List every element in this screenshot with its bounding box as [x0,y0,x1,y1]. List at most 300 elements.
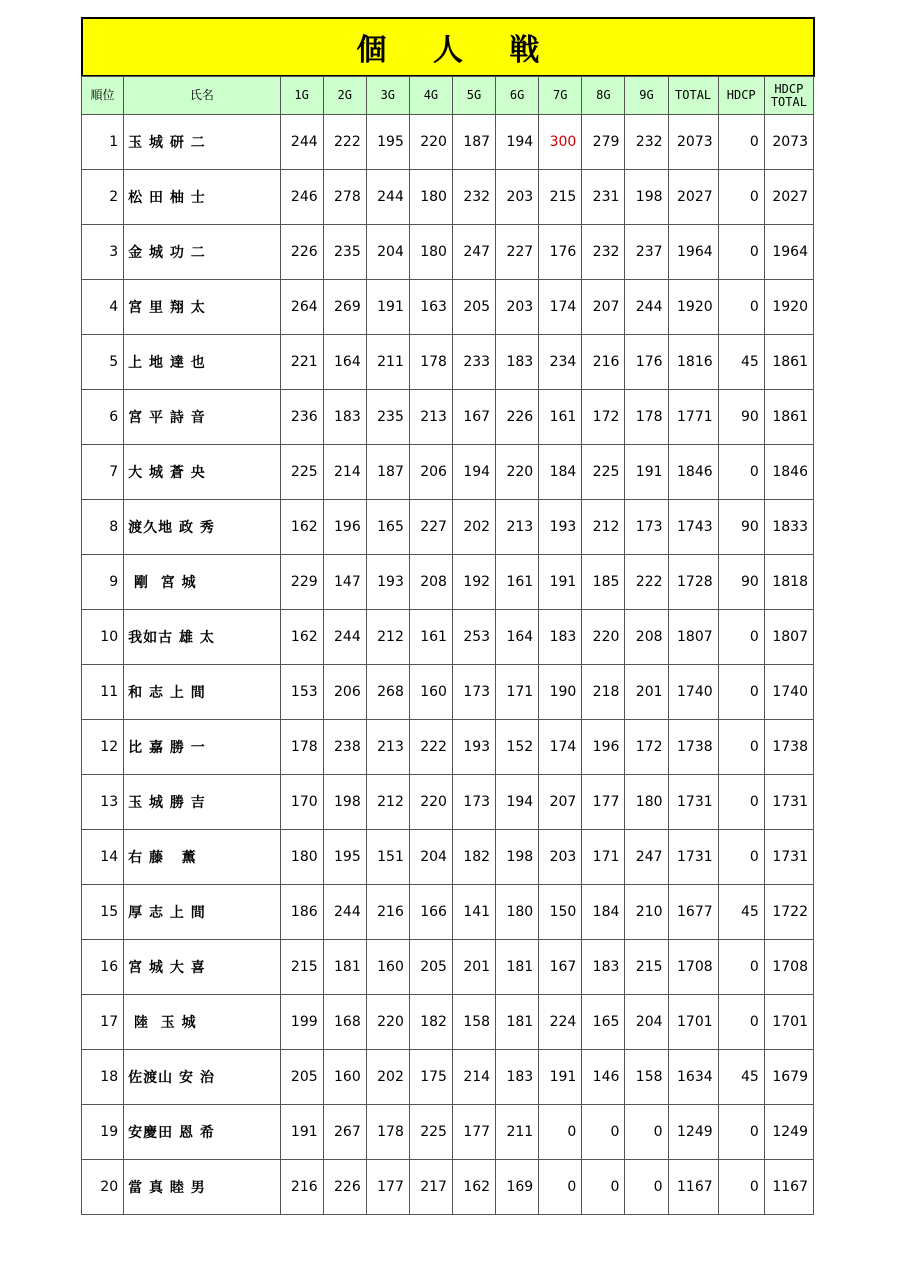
game-score-6: 227 [496,225,539,280]
hdcp-total-score: 1167 [764,1160,813,1215]
game-score-7: 0 [539,1105,582,1160]
game-score-3: 151 [366,830,409,885]
rank-cell: 14 [82,830,124,885]
game-score-9: 180 [625,775,668,830]
hdcp-value: 0 [718,775,764,830]
hdcp-value: 0 [718,610,764,665]
game-score-1: 244 [280,115,323,170]
rank-cell: 10 [82,610,124,665]
header-9g: 9G [625,77,668,115]
game-score-2: 267 [323,1105,366,1160]
game-score-4: 163 [409,280,452,335]
rank-cell: 9 [82,555,124,610]
rank-cell: 8 [82,500,124,555]
total-score: 1743 [668,500,718,555]
game-score-5: 158 [452,995,495,1050]
game-score-1: 191 [280,1105,323,1160]
table-row [82,1160,814,1215]
game-score-9: 173 [625,500,668,555]
hdcp-value: 90 [718,500,764,555]
game-score-1: 199 [280,995,323,1050]
table-row [82,500,814,555]
game-score-2: 206 [323,665,366,720]
rank-cell: 11 [82,665,124,720]
header-6g: 6G [496,77,539,115]
hdcp-total-score: 1722 [764,885,813,940]
game-score-2: 235 [323,225,366,280]
header-hdcp-total: HDCP TOTAL [764,77,813,115]
game-score-3: 160 [366,940,409,995]
hdcp-total-score: 1964 [764,225,813,280]
game-score-9: 208 [625,610,668,665]
rank-cell: 20 [82,1160,124,1215]
hdcp-value: 0 [718,1105,764,1160]
total-score: 1677 [668,885,718,940]
hdcp-total-score: 1701 [764,995,813,1050]
game-score-4: 160 [409,665,452,720]
game-score-3: 212 [366,610,409,665]
game-score-9: 198 [625,170,668,225]
game-score-1: 236 [280,390,323,445]
game-score-7: 234 [539,335,582,390]
hdcp-total-score: 1249 [764,1105,813,1160]
game-score-7: 207 [539,775,582,830]
hdcp-value: 0 [718,280,764,335]
game-score-8: 183 [582,940,625,995]
game-score-8: 165 [582,995,625,1050]
table-body [82,115,814,1215]
game-score-2: 244 [323,885,366,940]
player-name: 金 城 功 二 [124,225,280,280]
game-score-6: 226 [496,390,539,445]
game-score-4: 204 [409,830,452,885]
game-score-6: 164 [496,610,539,665]
game-score-9: 172 [625,720,668,775]
header-row [82,77,814,115]
hdcp-value: 45 [718,1050,764,1105]
game-score-2: 278 [323,170,366,225]
table-row [82,390,814,445]
rank-cell: 17 [82,995,124,1050]
player-name: 剛 宮 城 [124,555,280,610]
game-score-5: 141 [452,885,495,940]
game-score-3: 191 [366,280,409,335]
game-score-3: 187 [366,445,409,500]
game-score-5: 233 [452,335,495,390]
game-score-6: 213 [496,500,539,555]
table-row [82,445,814,500]
hdcp-total-score: 1731 [764,775,813,830]
table-row [82,335,814,390]
game-score-1: 229 [280,555,323,610]
hdcp-value: 0 [718,1160,764,1215]
game-score-6: 183 [496,1050,539,1105]
table-row [82,1105,814,1160]
total-score: 1731 [668,775,718,830]
game-score-6: 171 [496,665,539,720]
game-score-1: 225 [280,445,323,500]
total-score: 1731 [668,830,718,885]
game-score-1: 153 [280,665,323,720]
game-score-4: 182 [409,995,452,1050]
header-8g: 8G [582,77,625,115]
game-score-4: 180 [409,225,452,280]
total-score: 1634 [668,1050,718,1105]
game-score-9: 201 [625,665,668,720]
table-row [82,940,814,995]
game-score-7: 0 [539,1160,582,1215]
total-score: 1816 [668,335,718,390]
game-score-1: 215 [280,940,323,995]
game-score-6: 194 [496,775,539,830]
game-score-7: 161 [539,390,582,445]
game-score-2: 244 [323,610,366,665]
game-score-7: 215 [539,170,582,225]
header-5g: 5G [452,77,495,115]
title-banner [81,17,815,77]
game-score-2: 181 [323,940,366,995]
rank-cell: 2 [82,170,124,225]
game-score-4: 227 [409,500,452,555]
header-rank: 順位 [82,77,124,115]
hdcp-value: 0 [718,170,764,225]
table-row [82,610,814,665]
game-score-8: 212 [582,500,625,555]
hdcp-total-score: 1708 [764,940,813,995]
game-score-3: 220 [366,995,409,1050]
game-score-2: 226 [323,1160,366,1215]
player-name: 宮 平 詩 音 [124,390,280,445]
game-score-5: 182 [452,830,495,885]
game-score-4: 180 [409,170,452,225]
table-row [82,555,814,610]
hdcp-total-score: 1731 [764,830,813,885]
total-score: 1740 [668,665,718,720]
game-score-3: 211 [366,335,409,390]
game-score-6: 181 [496,940,539,995]
total-score: 1708 [668,940,718,995]
player-name: 宮 城 大 喜 [124,940,280,995]
total-score: 1249 [668,1105,718,1160]
game-score-8: 279 [582,115,625,170]
game-score-2: 160 [323,1050,366,1105]
game-score-5: 192 [452,555,495,610]
table-header [82,77,814,115]
game-score-1: 162 [280,500,323,555]
game-score-3: 178 [366,1105,409,1160]
hdcp-value: 0 [718,995,764,1050]
game-score-9: 222 [625,555,668,610]
game-score-9: 210 [625,885,668,940]
game-score-8: 231 [582,170,625,225]
player-name: 玉 城 勝 吉 [124,775,280,830]
game-score-7: 167 [539,940,582,995]
score-table [81,76,814,1215]
game-score-5: 167 [452,390,495,445]
game-score-4: 213 [409,390,452,445]
game-score-8: 177 [582,775,625,830]
game-score-6: 198 [496,830,539,885]
hdcp-value: 0 [718,445,764,500]
game-score-6: 181 [496,995,539,1050]
header-4g: 4G [409,77,452,115]
rank-cell: 16 [82,940,124,995]
game-score-3: 213 [366,720,409,775]
rank-cell: 4 [82,280,124,335]
rank-cell: 7 [82,445,124,500]
game-score-4: 166 [409,885,452,940]
game-score-6: 220 [496,445,539,500]
game-score-6: 180 [496,885,539,940]
hdcp-total-score: 2027 [764,170,813,225]
game-score-5: 187 [452,115,495,170]
rank-cell: 6 [82,390,124,445]
game-score-3: 244 [366,170,409,225]
hdcp-value: 45 [718,885,764,940]
total-score: 1167 [668,1160,718,1215]
game-score-4: 178 [409,335,452,390]
game-score-8: 184 [582,885,625,940]
hdcp-value: 90 [718,390,764,445]
game-score-1: 186 [280,885,323,940]
hdcp-total-score: 1740 [764,665,813,720]
game-score-4: 220 [409,775,452,830]
game-score-1: 221 [280,335,323,390]
game-score-8: 185 [582,555,625,610]
game-score-1: 170 [280,775,323,830]
game-score-2: 269 [323,280,366,335]
hdcp-total-score: 1920 [764,280,813,335]
game-score-4: 220 [409,115,452,170]
game-score-4: 175 [409,1050,452,1105]
game-score-5: 247 [452,225,495,280]
table-row [82,720,814,775]
hdcp-value: 0 [718,665,764,720]
table-row [82,1050,814,1105]
game-score-8: 220 [582,610,625,665]
game-score-1: 205 [280,1050,323,1105]
game-score-2: 168 [323,995,366,1050]
game-score-5: 201 [452,940,495,995]
hdcp-total-score: 1818 [764,555,813,610]
hdcp-total-score: 1807 [764,610,813,665]
game-score-3: 212 [366,775,409,830]
player-name: 宮 里 翔 太 [124,280,280,335]
game-score-7: 183 [539,610,582,665]
total-score: 2073 [668,115,718,170]
player-name: 上 地 達 也 [124,335,280,390]
game-score-5: 177 [452,1105,495,1160]
game-score-3: 202 [366,1050,409,1105]
game-score-7: 174 [539,280,582,335]
game-score-9: 0 [625,1160,668,1215]
game-score-8: 0 [582,1160,625,1215]
game-score-3: 235 [366,390,409,445]
game-score-2: 195 [323,830,366,885]
total-score: 1728 [668,555,718,610]
game-score-9: 158 [625,1050,668,1105]
game-score-8: 225 [582,445,625,500]
hdcp-value: 0 [718,830,764,885]
game-score-3: 216 [366,885,409,940]
player-name: 厚 志 上 間 [124,885,280,940]
hdcp-value: 0 [718,720,764,775]
game-score-3: 177 [366,1160,409,1215]
game-score-1: 226 [280,225,323,280]
game-score-9: 191 [625,445,668,500]
game-score-9: 232 [625,115,668,170]
game-score-9: 237 [625,225,668,280]
header-1g: 1G [280,77,323,115]
total-score: 1846 [668,445,718,500]
player-name: 當 真 睦 男 [124,1160,280,1215]
table-row [82,665,814,720]
player-name: 玉 城 研 二 [124,115,280,170]
total-score: 1920 [668,280,718,335]
rank-cell: 1 [82,115,124,170]
table-row [82,995,814,1050]
table-row [82,280,814,335]
header-hdcp: HDCP [718,77,764,115]
table-row [82,225,814,280]
game-score-6: 152 [496,720,539,775]
rank-cell: 15 [82,885,124,940]
player-name: 大 城 蒼 央 [124,445,280,500]
game-score-7: 300 [539,115,582,170]
game-score-5: 253 [452,610,495,665]
hdcp-value: 90 [718,555,764,610]
game-score-8: 207 [582,280,625,335]
game-score-8: 218 [582,665,625,720]
game-score-7: 191 [539,555,582,610]
table-row [82,775,814,830]
total-score: 2027 [668,170,718,225]
total-score: 1964 [668,225,718,280]
hdcp-total-score: 1679 [764,1050,813,1105]
game-score-9: 204 [625,995,668,1050]
game-score-4: 205 [409,940,452,995]
game-score-1: 216 [280,1160,323,1215]
hdcp-total-score: 2073 [764,115,813,170]
game-score-5: 202 [452,500,495,555]
game-score-3: 193 [366,555,409,610]
player-name: 陸 玉 城 [124,995,280,1050]
game-score-8: 232 [582,225,625,280]
game-score-8: 216 [582,335,625,390]
hdcp-value: 45 [718,335,764,390]
header-total: TOTAL [668,77,718,115]
game-score-7: 193 [539,500,582,555]
game-score-8: 171 [582,830,625,885]
total-score: 1701 [668,995,718,1050]
hdcp-total-score: 1833 [764,500,813,555]
game-score-6: 203 [496,280,539,335]
game-score-8: 0 [582,1105,625,1160]
game-score-5: 232 [452,170,495,225]
game-score-5: 214 [452,1050,495,1105]
game-score-7: 184 [539,445,582,500]
table-row [82,830,814,885]
page-title: 個 人 戦 [356,33,558,68]
game-score-6: 203 [496,170,539,225]
game-score-1: 246 [280,170,323,225]
game-score-2: 183 [323,390,366,445]
game-score-8: 146 [582,1050,625,1105]
game-score-5: 193 [452,720,495,775]
game-score-6: 169 [496,1160,539,1215]
game-score-1: 162 [280,610,323,665]
game-score-7: 174 [539,720,582,775]
game-score-9: 247 [625,830,668,885]
game-score-9: 176 [625,335,668,390]
game-score-4: 222 [409,720,452,775]
total-score: 1807 [668,610,718,665]
game-score-5: 173 [452,665,495,720]
game-score-2: 198 [323,775,366,830]
game-score-9: 178 [625,390,668,445]
rank-cell: 18 [82,1050,124,1105]
game-score-1: 264 [280,280,323,335]
hdcp-total-score: 1738 [764,720,813,775]
rank-cell: 3 [82,225,124,280]
rank-cell: 13 [82,775,124,830]
rank-cell: 12 [82,720,124,775]
header-2g: 2G [323,77,366,115]
game-score-7: 191 [539,1050,582,1105]
player-name: 安慶田 恩 希 [124,1105,280,1160]
game-score-5: 194 [452,445,495,500]
game-score-4: 217 [409,1160,452,1215]
header-3g: 3G [366,77,409,115]
total-score: 1771 [668,390,718,445]
player-name: 我如古 雄 太 [124,610,280,665]
hdcp-value: 0 [718,115,764,170]
player-name: 渡久地 政 秀 [124,500,280,555]
header-7g: 7G [539,77,582,115]
game-score-4: 225 [409,1105,452,1160]
game-score-5: 173 [452,775,495,830]
hdcp-total-score: 1861 [764,390,813,445]
game-score-7: 203 [539,830,582,885]
game-score-3: 268 [366,665,409,720]
game-score-8: 172 [582,390,625,445]
game-score-9: 244 [625,280,668,335]
game-score-9: 215 [625,940,668,995]
game-score-3: 165 [366,500,409,555]
game-score-7: 176 [539,225,582,280]
game-score-6: 211 [496,1105,539,1160]
player-name: 佐渡山 安 治 [124,1050,280,1105]
game-score-6: 161 [496,555,539,610]
game-score-6: 183 [496,335,539,390]
rank-cell: 19 [82,1105,124,1160]
table-row [82,115,814,170]
game-score-2: 164 [323,335,366,390]
total-score: 1738 [668,720,718,775]
player-name: 松 田 柚 士 [124,170,280,225]
game-score-2: 196 [323,500,366,555]
game-score-8: 196 [582,720,625,775]
hdcp-total-score: 1861 [764,335,813,390]
game-score-7: 150 [539,885,582,940]
game-score-3: 204 [366,225,409,280]
player-name: 和 志 上 間 [124,665,280,720]
game-score-5: 162 [452,1160,495,1215]
game-score-1: 180 [280,830,323,885]
game-score-4: 208 [409,555,452,610]
header-name: 氏名 [124,77,280,115]
table-row [82,170,814,225]
